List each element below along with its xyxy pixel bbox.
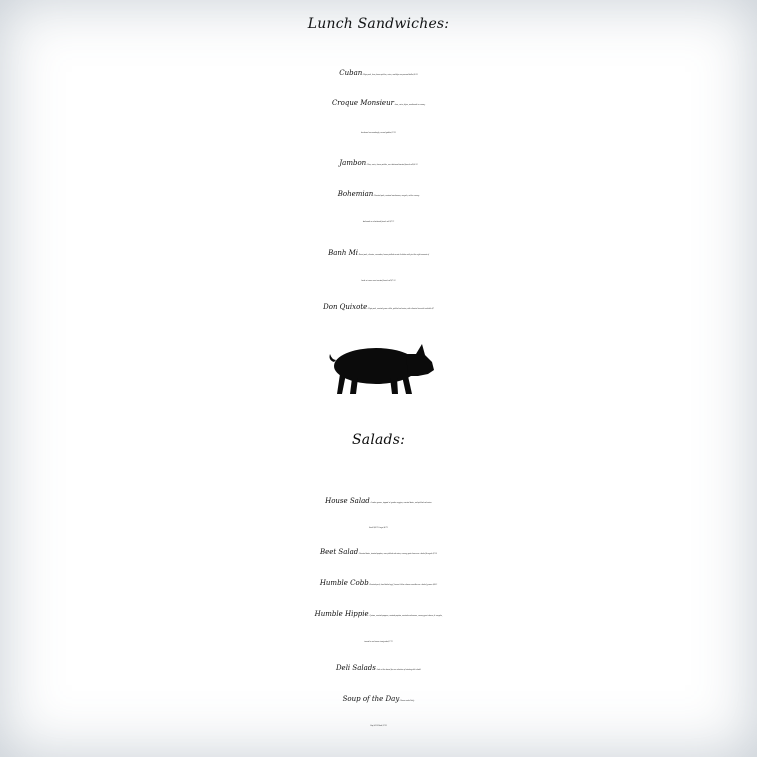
item-description-cont: Small $4.75 Large $6.75 (369, 528, 388, 529)
menu-item-jambon (0, 150, 757, 169)
item-description: - Look at the board for our selection of rotating deli salads! (375, 670, 422, 671)
item-description-cont: banh mi sauce on a toasted french roll $7.50 (361, 281, 396, 282)
menu-item-banh-mi-cont (0, 266, 757, 285)
item-name: Cuban (339, 69, 363, 77)
item-description: - Roasted pork, sauteed mushrooms, arugula, with a creamy (373, 196, 420, 197)
menu-item-cuban (0, 60, 757, 79)
item-name: Humble Cobb (319, 579, 369, 587)
sandwiches-heading: Lunch Sandwiches: (307, 16, 450, 32)
menu-item-banh-mi (0, 240, 757, 259)
item-name: Beet Salad (319, 548, 359, 556)
menu-item-beet-salad (0, 539, 757, 558)
item-description: - Mojo pork, roasted green chilis, pickled red onion, with cilantro lime aioli on biollo $7 (367, 309, 434, 310)
item-description-cont: Cup $4.50 Bowl $7.25 (370, 726, 387, 727)
menu-item-humble-cobb (0, 570, 757, 589)
item-description: - Quinoa, roasted peppers, roasted pepitas, roasted mushrooms, creamy goat cheese, & arugula, (368, 616, 443, 617)
item-description-cont: bechamel on sourdough, served golden $7.25 (361, 133, 396, 134)
menu-item-don-quixote (0, 294, 757, 313)
item-description: - ham, swiss, dijon, smothered in creamy (393, 105, 426, 106)
item-name: Soup of the Day (342, 695, 400, 703)
item-description: - Ham, swiss, house pickles, on a buttered toasted french roll $6.25 (366, 165, 418, 166)
item-description: - Roast pork, cilantro, cucumber, house pickled carrot & daikon with just the right amount of (358, 255, 429, 256)
item-name: Humble Hippie (314, 610, 369, 618)
pig-icon (328, 340, 436, 398)
menu-item-croque-monsieur-cont (0, 118, 757, 137)
item-description: - House made Daily. (399, 701, 415, 702)
item-name: Don Quixote (323, 303, 368, 311)
item-description-cont: bechamel on a buttered french roll $7.75 (362, 222, 395, 223)
item-description: - Roasted pork, hard boiled egg*, bacon & blue cheese crumbles on a bed of greens $8.25 (368, 585, 438, 586)
item-name: Deli Salads (335, 664, 376, 672)
item-name: Banh Mi (328, 249, 359, 257)
menu-item-house-salad (0, 488, 757, 507)
item-description-cont: tossed in our house vinaigrette $7.75 (364, 642, 393, 643)
item-name: Croque Monsieur (331, 99, 394, 107)
item-name: Bohemian (337, 190, 374, 198)
menu-item-humble-hippie (0, 601, 757, 620)
item-description: - Roasted beets, toasted pepitas, sour pickled red onion, creamy goat cheese on a bed of Arugula $7.50 (358, 554, 438, 555)
menu-item-croque-monsieur (0, 90, 757, 109)
menu-item-soup-of-the-day-cont (0, 711, 757, 730)
salads-heading: Salads: (351, 432, 406, 448)
menu-item-deli-salads (0, 655, 757, 674)
menu-item-soup-of-the-day (0, 686, 757, 705)
item-description: - Mojo pork, ham, house pickles, swiss, and dijon on pressed biollo $8.25 (362, 75, 418, 76)
item-name: Jambon (339, 159, 367, 167)
menu-item-house-salad-cont (0, 513, 757, 532)
item-name: House Salad (325, 497, 370, 505)
item-description: - Garden greens, topped w/ garden veggies, roasted beets, and pickled red onion. (369, 503, 432, 504)
menu-item-humble-hippie-cont (0, 627, 757, 646)
menu-item-bohemian (0, 181, 757, 200)
menu-item-bohemian-cont (0, 207, 757, 226)
